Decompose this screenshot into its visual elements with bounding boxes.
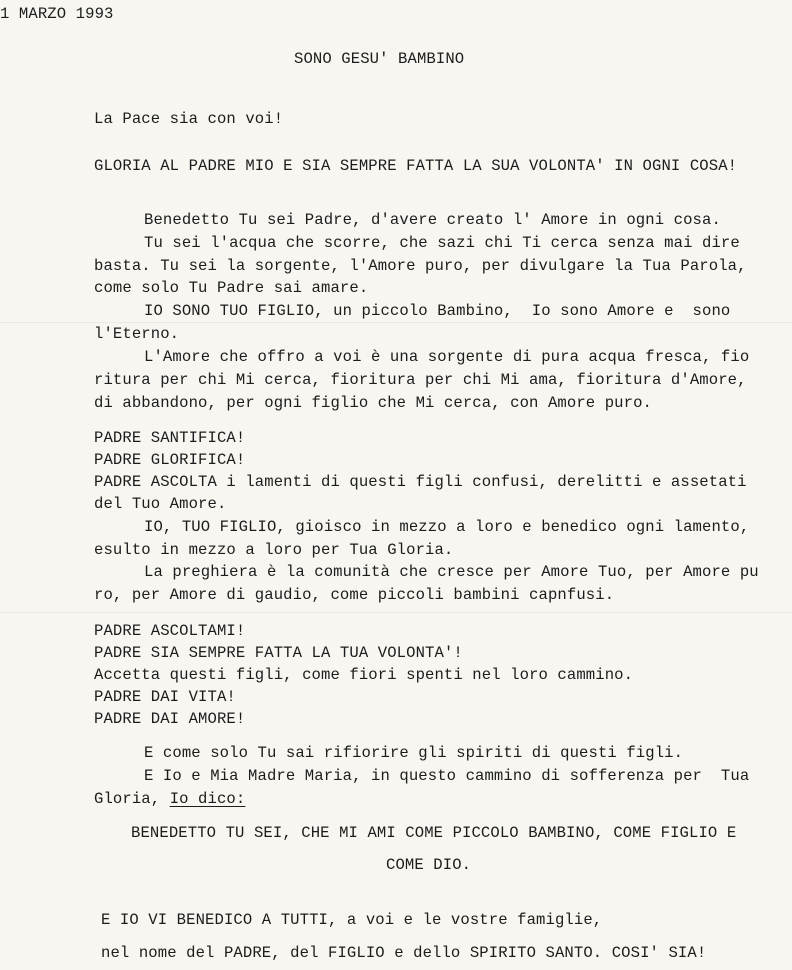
- text-line: Benedetto Tu sei Padre, d'avere creato l' Amore in ogni cosa.: [144, 211, 721, 229]
- blessing-line: BENEDETTO TU SEI, CHE MI AMI COME PICCOLO BAMBINO, COME FIGLIO E: [131, 824, 737, 842]
- text-fragment: Gloria,: [94, 790, 161, 808]
- text-line: l'Eterno.: [94, 325, 180, 343]
- paper-crease: [0, 612, 792, 613]
- paper-crease: [0, 322, 792, 323]
- text-line: ritura per chi Mi cerca, fioritura per chi Mi ama, fioritura d'Amore,: [94, 371, 747, 389]
- io-dico-underlined: Io dico:: [169, 790, 246, 808]
- text-line: ro, per Amore di gaudio, come piccoli bambini capnfusi.: [94, 586, 615, 604]
- text-line: del Tuo Amore.: [94, 495, 227, 513]
- text-line: PADRE ASCOLTA i lamenti di questi figli confusi, derelitti e assetati: [94, 473, 747, 491]
- date: 1 MARZO 1993: [0, 5, 114, 23]
- text-line: basta. Tu sei la sorgente, l'Amore puro, per divulgare la Tua Parola,: [94, 257, 747, 275]
- text-line: Tu sei l'acqua che scorre, che sazi chi Ti cerca senza mai dire: [144, 234, 740, 252]
- closing-line: nel nome del PADRE, del FIGLIO e dello SPIRITO SANTO. COSI' SIA!: [101, 944, 707, 962]
- text-line: PADRE GLORIFICA!: [94, 451, 246, 469]
- text-line: PADRE DAI VITA!: [94, 688, 236, 706]
- text-line: PADRE SIA SEMPRE FATTA LA TUA VOLONTA'!: [94, 644, 463, 662]
- text-line: PADRE ASCOLTAMI!: [94, 622, 246, 640]
- text-line: esulto in mezzo a loro per Tua Gloria.: [94, 541, 454, 559]
- text-line: E Io e Mia Madre Maria, in questo cammino di sofferenza per Tua: [144, 767, 750, 785]
- text-line: di abbandono, per ogni figlio che Mi cerca, con Amore puro.: [94, 394, 653, 412]
- text-line: come solo Tu Padre sai amare.: [94, 279, 369, 297]
- text-line: [94, 789, 245, 809]
- text-line: PADRE SANTIFICA!: [94, 429, 246, 447]
- text-line: E come solo Tu sai rifiorire gli spiriti di questi figli.: [144, 744, 684, 762]
- text-line: Accetta questi figli, come fiori spenti nel loro cammino.: [94, 666, 634, 684]
- greeting: La Pace sia con voi!: [94, 110, 284, 128]
- text-line: L'Amore che offro a voi è una sorgente di pura acqua fresca, fio: [144, 348, 750, 366]
- blessing-line: COME DIO.: [386, 856, 472, 874]
- closing-line: E IO VI BENEDICO A TUTTI, a voi e le vostre famiglie,: [101, 911, 603, 929]
- page-title: SONO GESU' BAMBINO: [294, 50, 465, 68]
- invocation: GLORIA AL PADRE MIO E SIA SEMPRE FATTA LA SUA VOLONTA' IN OGNI COSA!: [94, 157, 738, 175]
- text-line: La preghiera è la comunità che cresce per Amore Tuo, per Amore pu: [144, 563, 759, 581]
- text-line: IO SONO TUO FIGLIO, un piccolo Bambino, Io sono Amore e sono: [144, 302, 731, 320]
- text-line: IO, TUO FIGLIO, gioisco in mezzo a loro e benedico ogni lamento,: [144, 518, 750, 536]
- text-line: PADRE DAI AMORE!: [94, 710, 246, 728]
